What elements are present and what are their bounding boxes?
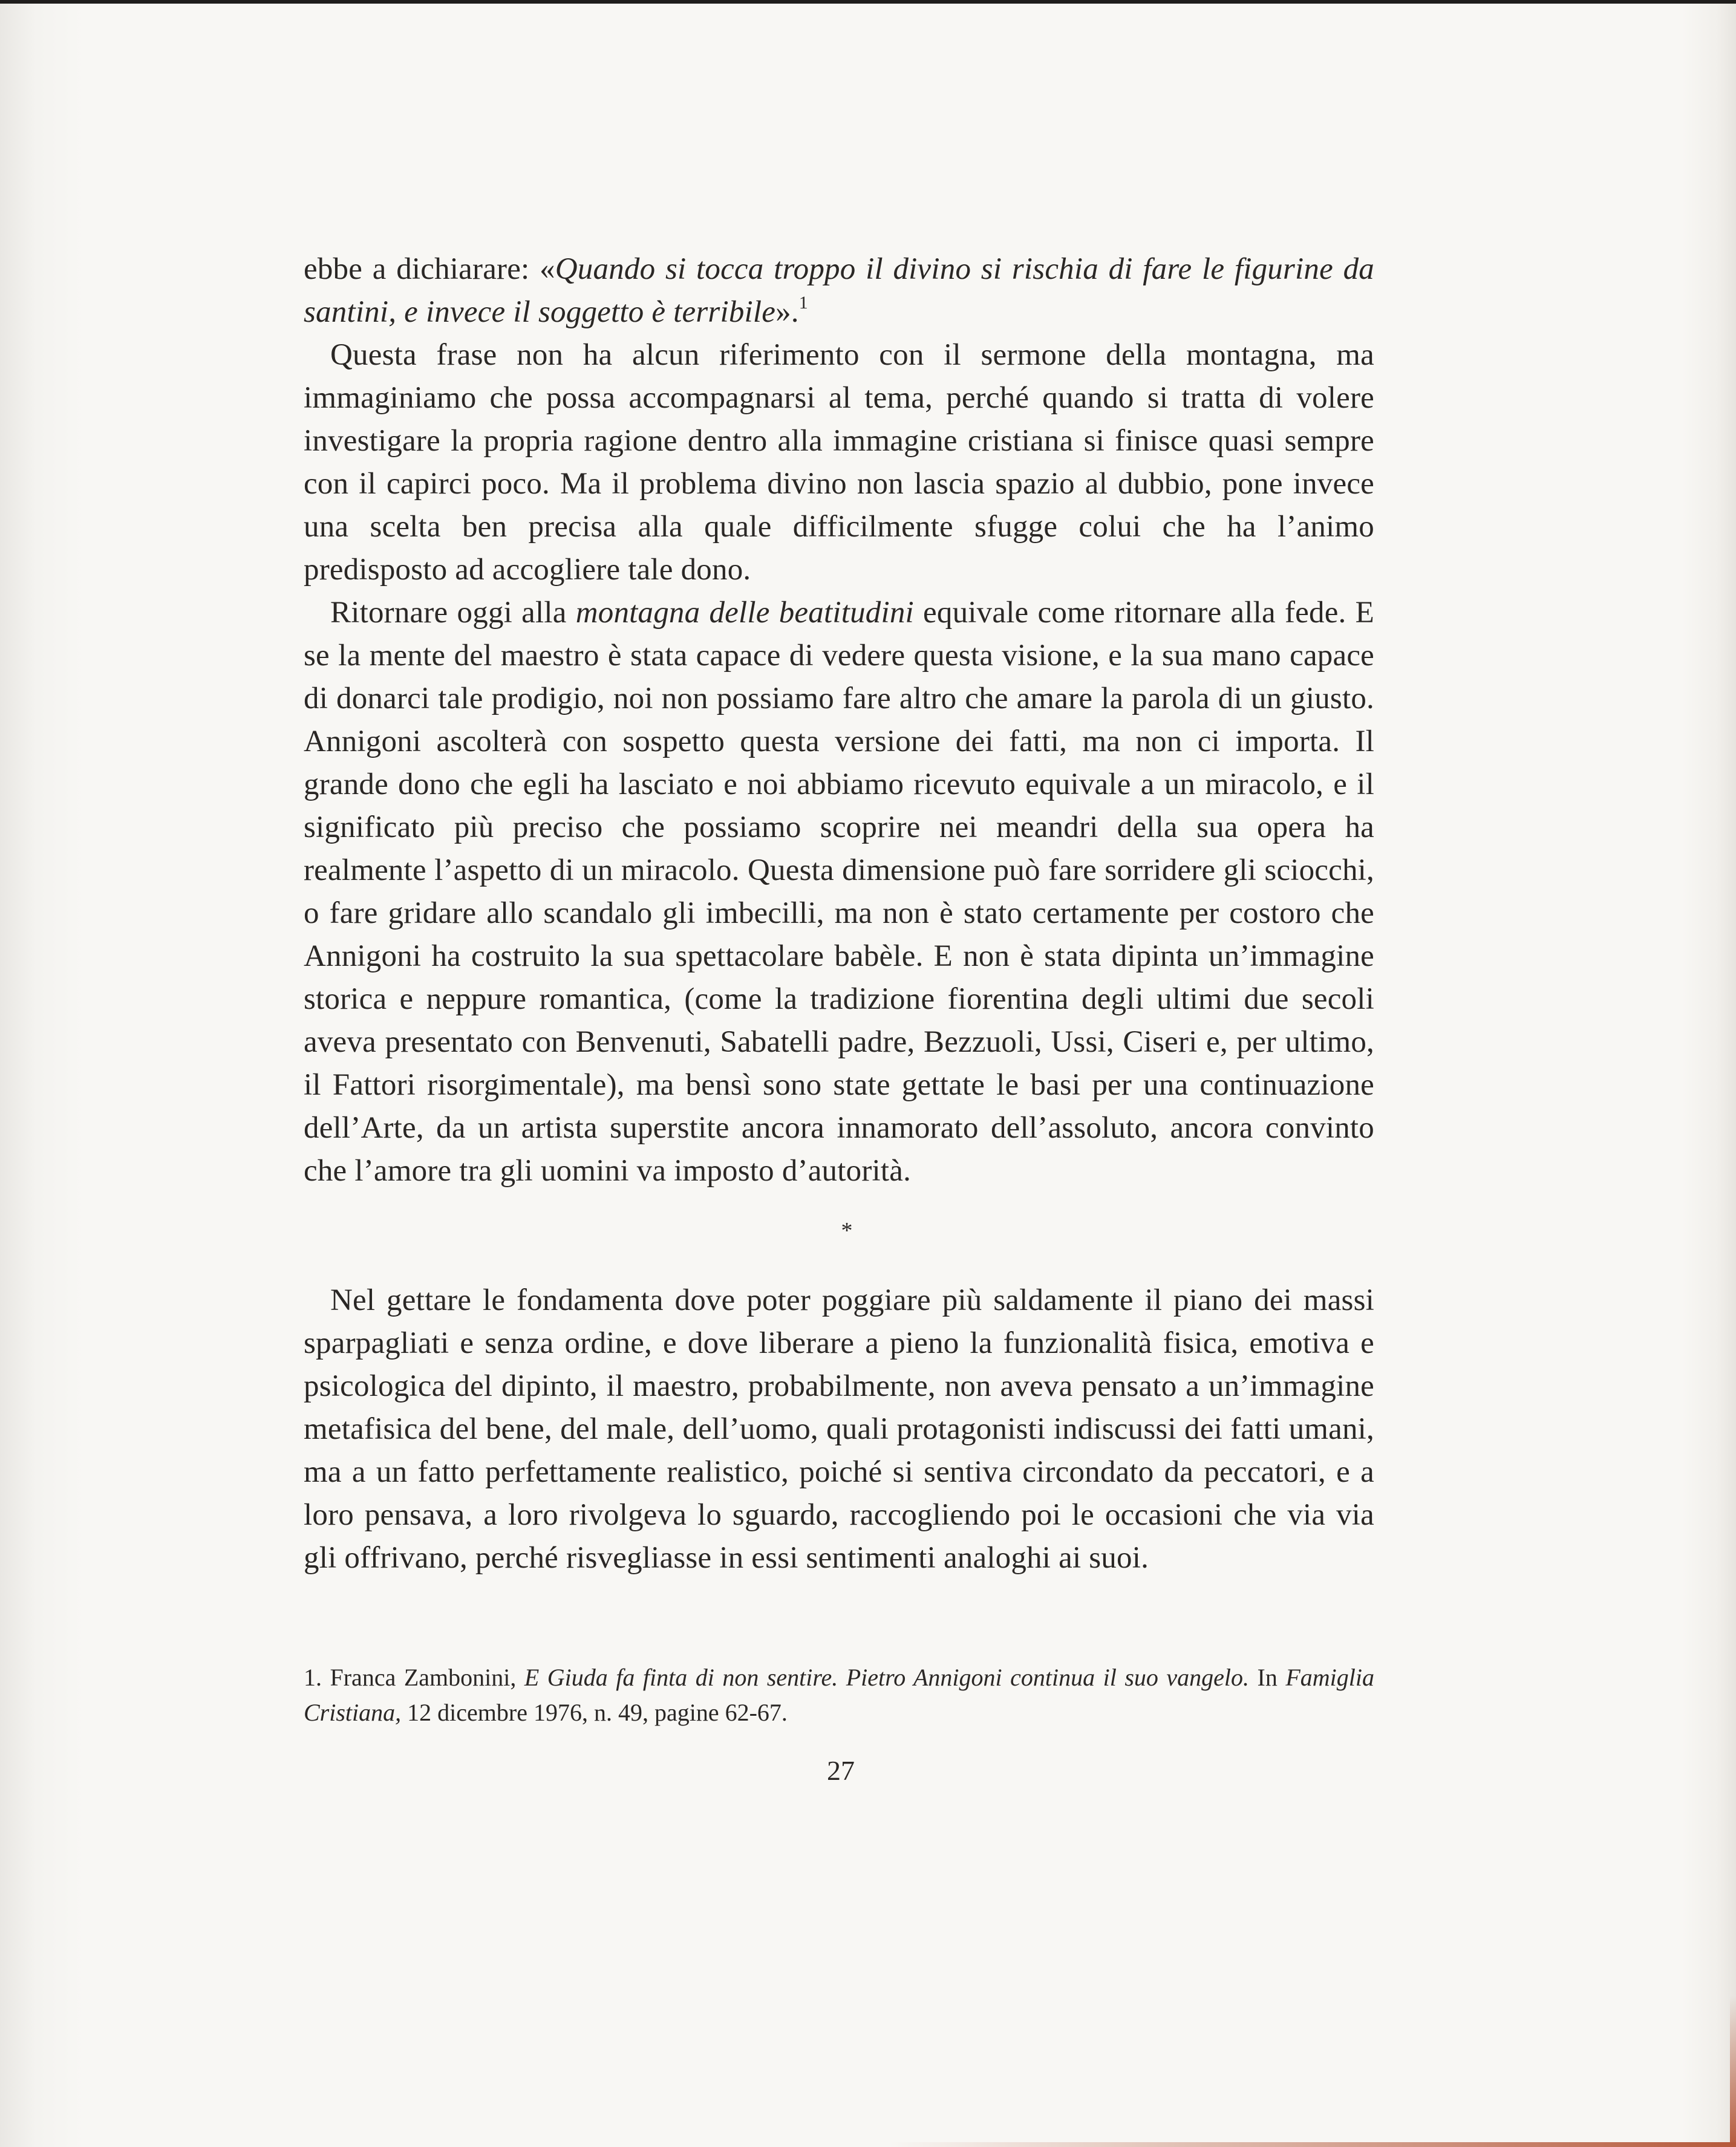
paragraph-sermon: Questa frase non ha alcun riferimento con il sermone della montagna, ma immaginiamo che possa accompagnarsi al tema, perché quando si tratta di volere investigare la propria ragione dentro alla immagine cristiana si finisce quasi sempre con il capirci poco. Ma il problema divino non lascia spazio al dubbio, pone invece una scelta ben precisa alla quale difficilmente sfugge colui che ha l’animo predisposto ad accogliere tale dono. bbox=[304, 338, 1374, 587]
page-number: 27 bbox=[827, 1755, 855, 1786]
scan-top-border bbox=[0, 0, 1736, 4]
footnote bbox=[304, 1660, 1374, 1730]
footnote-details: 12 dicembre 1976, n. 49, pagine 62-67. bbox=[401, 1699, 788, 1726]
paragraph-fondamenta: Nel gettare le fondamenta dove poter poggiare più saldamente il piano dei massi sparpagliati e senza ordine, e dove liberare a pieno la funzionalità fisica, emotiva e psicologica del dipinto, il maestro, probabilmente, non aveva pensato a un’immagine metafisica del bene, del male, dell’uomo, quali protagonisti indiscussi dei fatti umani, ma a un fatto perfettamente realistico, poiché si sentiva circondato da peccatori, e a loro pensava, a loro rivolgeva lo sguardo, raccogliendo poi le occasioni che via via gli offrivano, perché risvegliasse in essi sentimenti analoghi ai suoi. bbox=[304, 1283, 1374, 1575]
quote-close: ». bbox=[775, 295, 799, 329]
footnote-in: In bbox=[1249, 1664, 1286, 1691]
section-separator-asterisk: * bbox=[841, 1218, 853, 1243]
scan-right-edge bbox=[1730, 1996, 1736, 2147]
footnote-reference: 1 bbox=[798, 293, 808, 313]
paragraph-beatitudini-rest: equivale come ritornare alla fede. E se la mente del maestro è stata capace di vedere questa visione, e la sua mano capace di donarci tale prodigio, noi non possiamo fare altro che amare la parola di un giusto. Annigoni ascolterà con sospetto questa versione dei fatti, ma non ci importa. Il grande dono che egli ha lasciato e noi abbiamo ricevuto equivale a un miracolo, e il significato più preciso che possiamo scoprire nei meandri della sua opera ha realmente l’aspetto di un miracolo. Questa dimensione può fare sorridere gli sciocchi, o fare gridare allo scandalo gli imbecilli, ma non è stato certamente per costoro che Annigoni ha costruito la sua spettacolare babèle. E non è stata dipinta un’immagine storica e neppure romantica, (come la tradizione fiorentina degli ultimi due secoli aveva presentato con Benvenuti, Sabatelli padre, Bezzuoli, Ussi, Ciseri e, per ultimo, il Fattori risorgimentale), ma bensì sono state gettate le basi per una continuazione dell’Arte, da un artista superstite ancora innamorato dell’assoluto, ancora convinto che l’amore tra gli uomini va imposto d’autorità. bbox=[304, 596, 1374, 1188]
footnote-title: E Giuda fa finta di non sentire. Pietro Annigoni continua il suo vangelo. bbox=[524, 1664, 1249, 1691]
scan-bottom-edge bbox=[889, 2142, 1736, 2147]
paragraph-quote bbox=[304, 248, 1374, 334]
main-text-upper bbox=[304, 248, 1374, 1193]
paragraph-beatitudini-lead: Ritornare oggi alla bbox=[330, 596, 576, 630]
main-text-lower bbox=[304, 1279, 1374, 1580]
quote-italic: Quando si tocca troppo il divino si rischia di fare le figurine da santini, e invece il soggetto è terribile bbox=[304, 252, 1374, 329]
paragraph-beatitudini bbox=[304, 591, 1374, 1193]
footnote-journal: Famiglia Cristiana, bbox=[304, 1664, 1374, 1726]
paragraph-beatitudini-italic: montagna delle beatitudini bbox=[575, 596, 914, 630]
quote-lead: ebbe a dichiarare: « bbox=[304, 252, 555, 286]
footnote-number: 1. bbox=[304, 1664, 322, 1691]
footnote-author: Franca Zambonini, bbox=[322, 1664, 524, 1691]
